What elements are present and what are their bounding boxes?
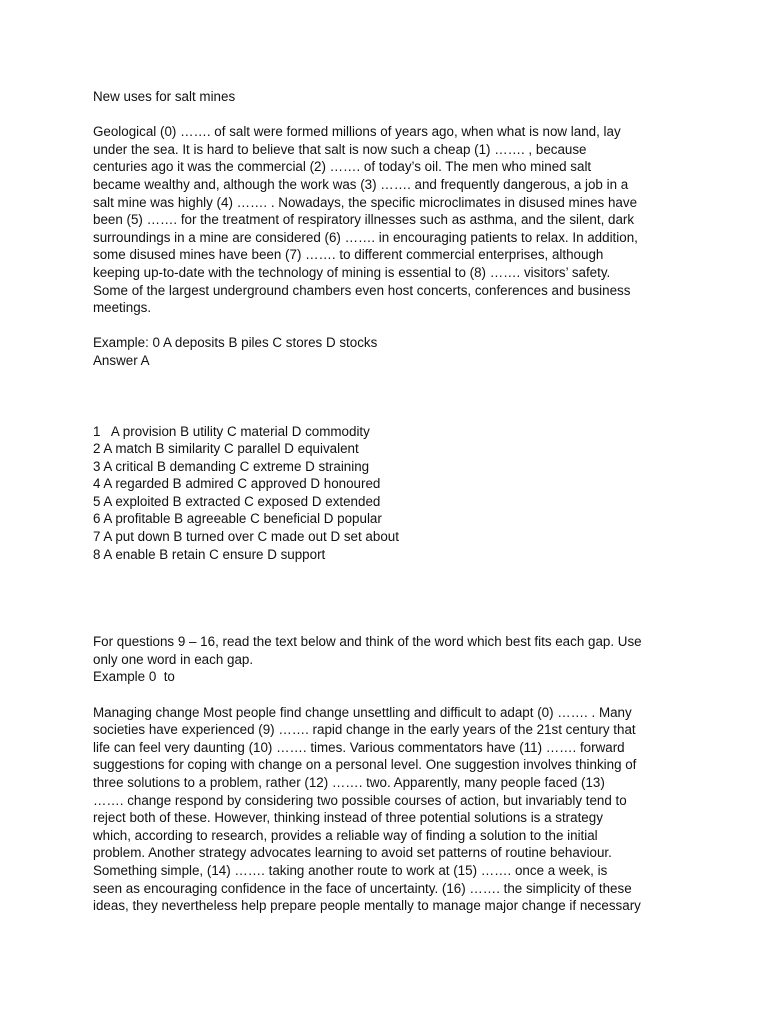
- passage-2-line: three solutions to a problem, rather (12) ……. two. Apparently, many people faced (13): [93, 775, 605, 790]
- passage-2-line: ……. change respond by considering two possible courses of action, but invariably tend to: [93, 792, 627, 808]
- spacer: [93, 317, 693, 335]
- option-row: 5 A exploited B extracted C exposed D extended: [93, 493, 381, 509]
- passage-1-line: Geological (0) ……. of salt were formed millions of years ago, when what is now land, lay: [93, 124, 621, 140]
- instructions-line: For questions 9 – 16, read the text below and think of the word which best fits each gap. Use: [93, 634, 642, 650]
- passage-2-line: Managing change Most people find change unsettling and difficult to adapt (0) ……. . Many: [93, 704, 632, 720]
- option-row: 7 A put down B turned over C made out D set about: [93, 529, 399, 545]
- instructions: [93, 633, 693, 668]
- passage-1-line: under the sea. It is hard to believe that salt is now such a cheap (1) ……. , because: [93, 141, 587, 157]
- passage-1-line: Some of the largest underground chambers even host concerts, conferences and business: [93, 282, 631, 298]
- passage-2-line: life can feel very daunting (10) ……. times. Various commentators have (11) ……. forward: [93, 739, 625, 755]
- passage-2-line: seen as encouraging confidence in the face of uncertainty. (16) ……. the simplicity of these: [93, 880, 632, 896]
- passage-1-line: been (5) ……. for the treatment of respiratory illnesses such as asthma, and the silent, dark: [93, 212, 635, 228]
- passage-2-line: Something simple, (14) ……. taking another route to work at (15) ……. once a week, is: [93, 862, 608, 878]
- passage-1: [93, 123, 693, 317]
- example-2: Example 0 to: [93, 669, 175, 685]
- spacer: [93, 106, 693, 124]
- example-1: Example: 0 A deposits B piles C stores D stocks: [93, 335, 378, 351]
- options-list: [93, 423, 693, 564]
- passage-1-line: surroundings in a mine are considered (6) ……. in encouraging patients to relax. In addition,: [93, 229, 638, 245]
- doc-title: New uses for salt mines: [93, 89, 236, 104]
- passage-2-line: reject both of these. However, thinking instead of three potential solutions is a strategy: [93, 810, 603, 826]
- passage-2-line: societies have experienced (9) ……. rapid change in the early years of the 21st century that: [93, 722, 636, 738]
- answer-1: Answer A: [93, 352, 150, 368]
- passage-1-line: meetings.: [93, 300, 152, 316]
- option-row: 1 A provision B utility C material D commodity: [93, 423, 370, 439]
- passage-2: [93, 704, 693, 915]
- spacer: [93, 686, 693, 704]
- passage-1-line: centuries ago it was the commercial (2) ……. of today’s oil. The men who mined salt: [93, 159, 592, 175]
- option-row: 3 A critical B demanding C extreme D straining: [93, 458, 370, 474]
- document-page: [93, 88, 693, 915]
- passage-2-line: problem. Another strategy advocates learning to avoid set patterns of routine behaviour.: [93, 845, 612, 861]
- passage-1-line: some disused mines have been (7) ……. to different commercial enterprises, although: [93, 247, 604, 263]
- option-row: 6 A profitable B agreeable C beneficial D popular: [93, 511, 382, 527]
- passage-2-line: suggestions for coping with change on a personal level. One suggestion involves thinking of: [93, 757, 637, 773]
- passage-2-line: which, according to research, provides a reliable way of finding a solution to the initial: [93, 827, 598, 843]
- spacer: [93, 370, 693, 423]
- option-row: 8 A enable B retain C ensure D support: [93, 546, 326, 562]
- instructions-line: only one word in each gap.: [93, 651, 254, 667]
- option-row: 2 A match B similarity C parallel D equivalent: [93, 441, 359, 457]
- spacer: [93, 563, 693, 633]
- passage-1-line: salt mine was highly (4) ……. . Nowadays, the specific microclimates in disused mines have: [93, 194, 638, 210]
- option-row: 4 A regarded B admired C approved D honoured: [93, 476, 381, 492]
- passage-2-line: ideas, they nevertheless help prepare people mentally to manage major change if necessary: [93, 898, 641, 914]
- passage-1-line: keeping up-to-date with the technology of mining is essential to (8) ……. visitors’ safety.: [93, 264, 611, 280]
- passage-1-line: became wealthy and, although the work was (3) ……. and frequently dangerous, a job in a: [93, 176, 629, 192]
